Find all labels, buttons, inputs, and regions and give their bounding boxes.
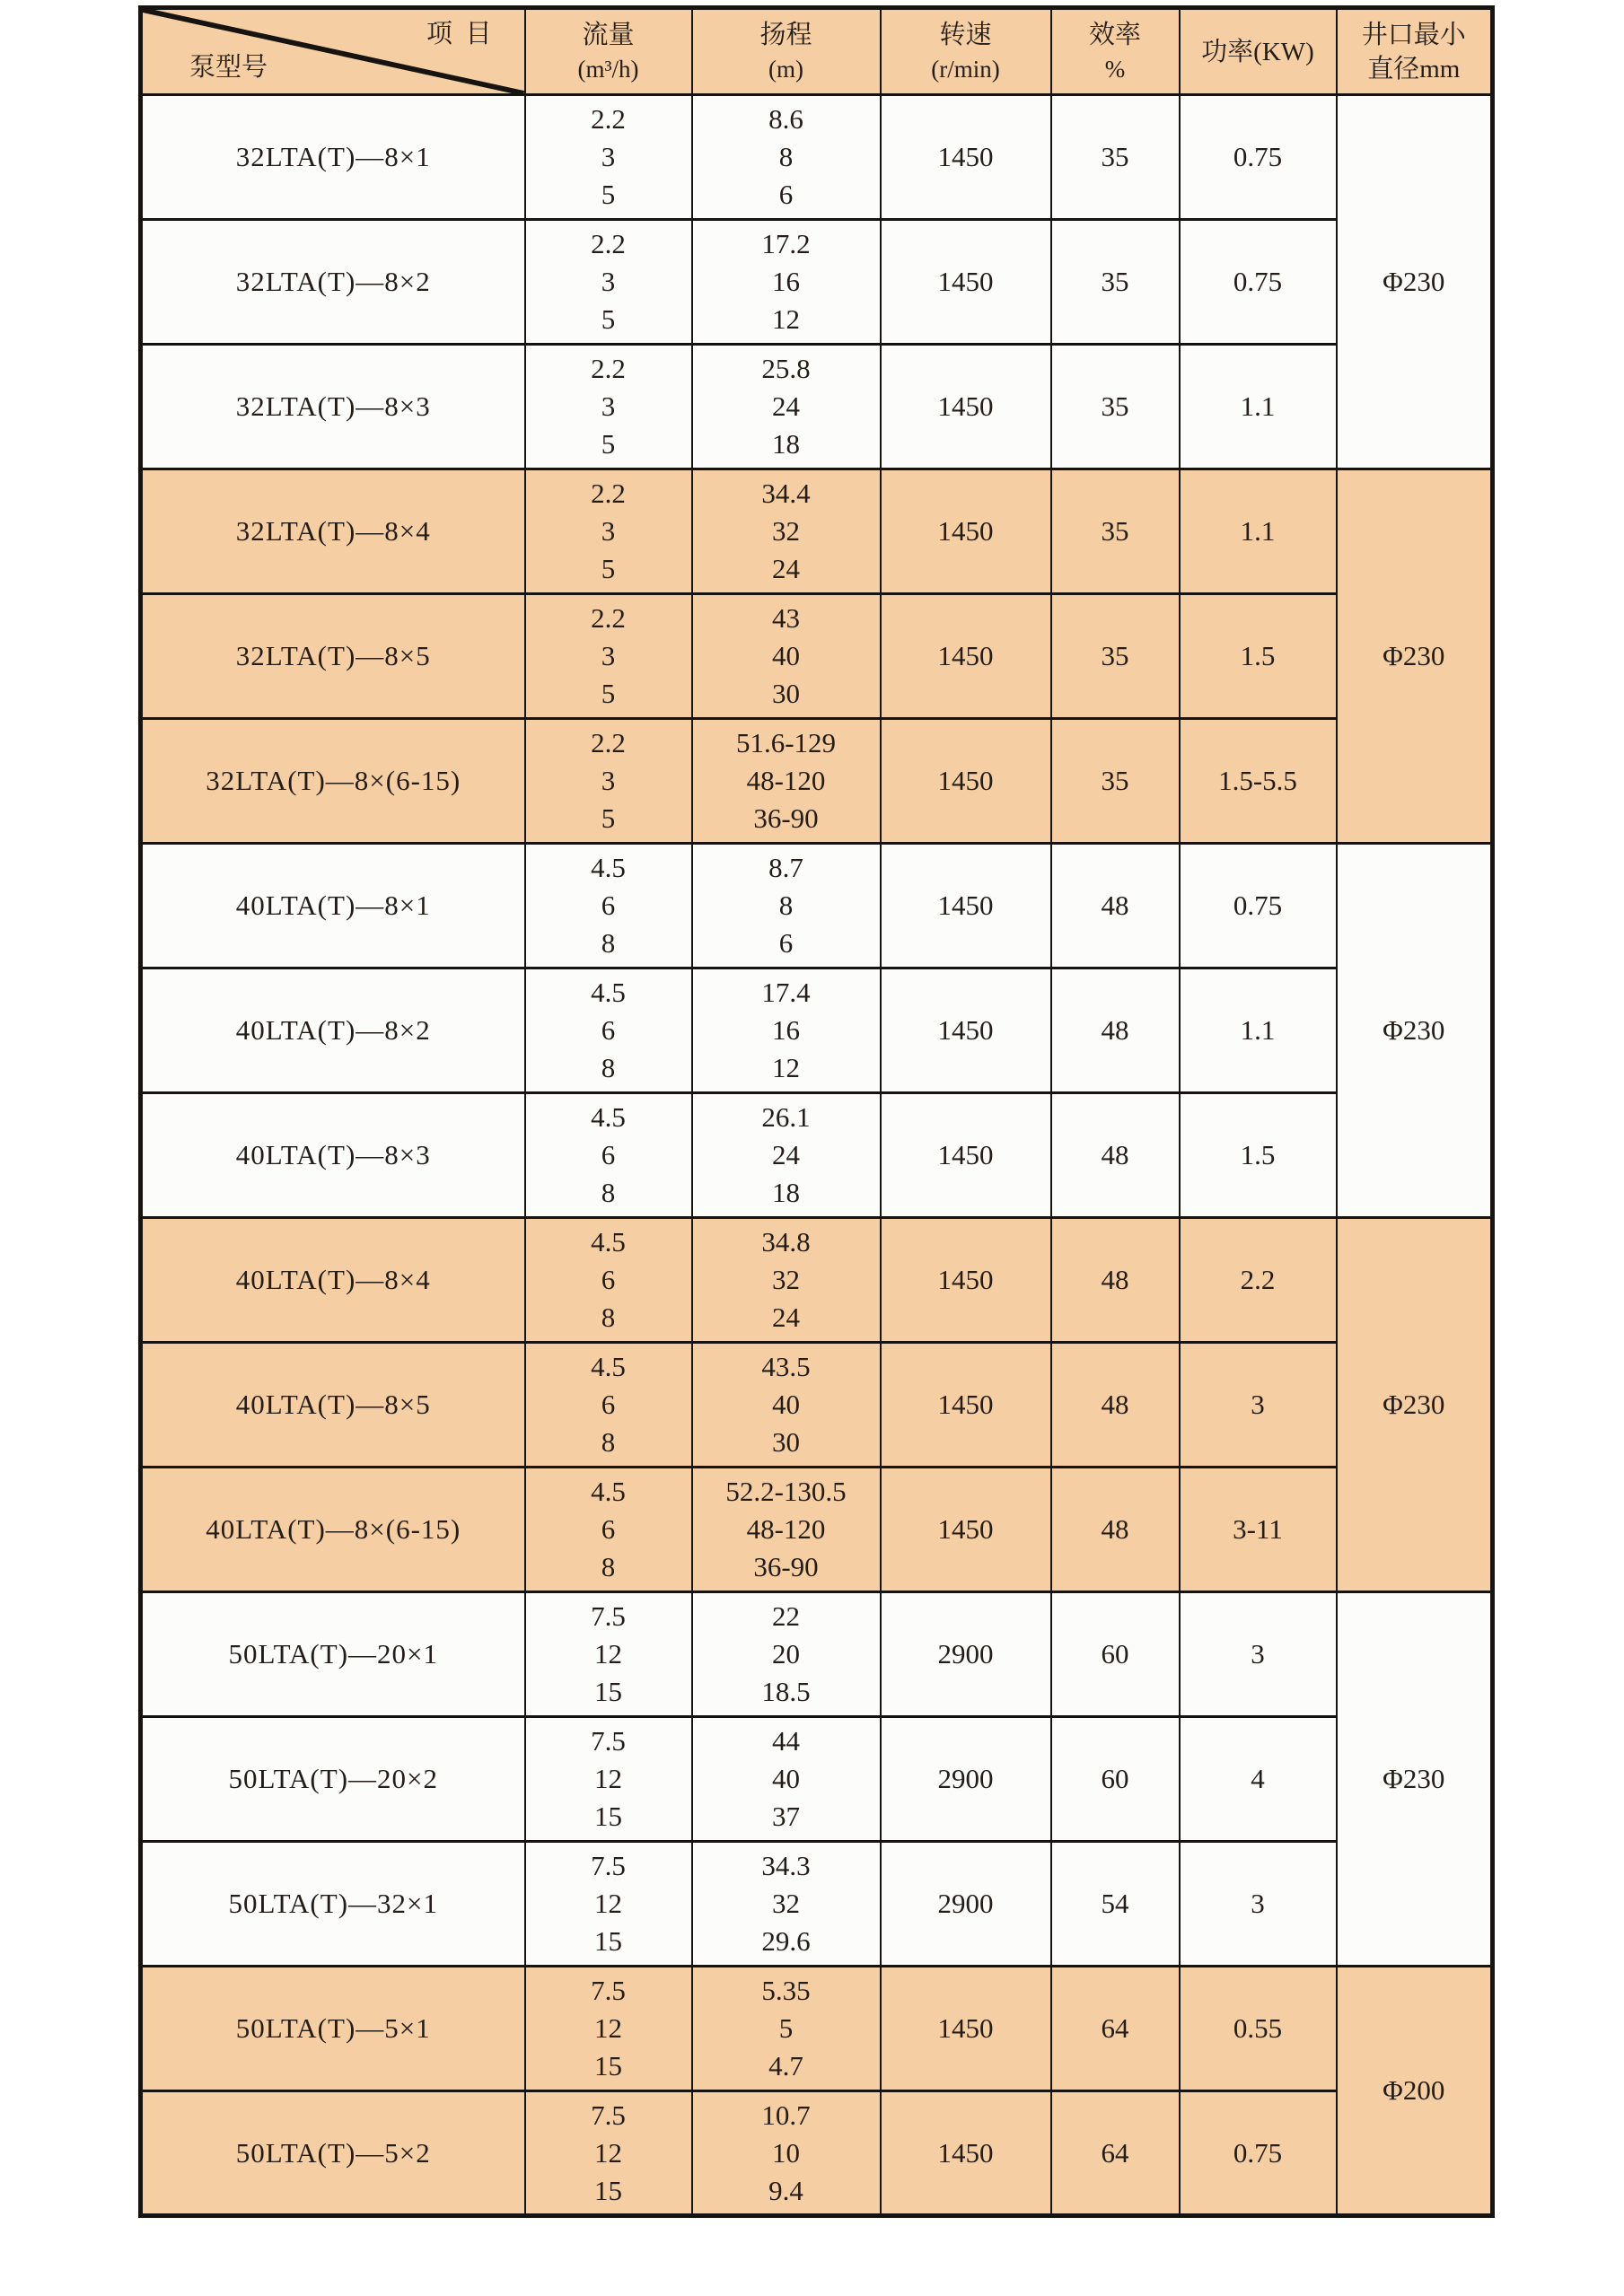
pump-model-cell: 40LTA(T)—8×5 bbox=[141, 1343, 525, 1468]
header-speed-label: 转速 bbox=[939, 20, 992, 49]
pump-model-cell: 40LTA(T)—8×1 bbox=[141, 844, 525, 968]
efficiency-value-cell: 54 bbox=[1051, 1842, 1180, 1967]
power-value-cell: 1.1 bbox=[1180, 968, 1337, 1093]
header-flow-label: 流量 bbox=[582, 20, 635, 49]
power-value-cell: 0.75 bbox=[1180, 844, 1337, 968]
power-value-cell: 3 bbox=[1180, 1592, 1337, 1717]
speed-value-cell: 1450 bbox=[881, 1967, 1051, 2091]
flow-values-cell: 2.2 3 5 bbox=[525, 469, 692, 594]
pump-model-cell: 50LTA(T)—20×1 bbox=[141, 1592, 525, 1717]
power-value-cell: 2.2 bbox=[1180, 1218, 1337, 1343]
power-value-cell: 1.1 bbox=[1180, 469, 1337, 594]
header-head-label: 扬程 bbox=[759, 20, 812, 49]
pump-model-cell: 32LTA(T)—8×(6-15) bbox=[141, 719, 525, 844]
table-row bbox=[141, 2091, 1493, 2216]
speed-value-cell: 1450 bbox=[881, 2091, 1051, 2216]
speed-value-cell: 1450 bbox=[881, 844, 1051, 968]
head-values-cell: 10.7 10 9.4 bbox=[692, 2091, 881, 2216]
table-row bbox=[141, 1967, 1493, 2091]
flow-values-cell: 2.2 3 5 bbox=[525, 345, 692, 469]
head-values-cell: 44 40 37 bbox=[692, 1717, 881, 1842]
flow-values-cell: 2.2 3 5 bbox=[525, 719, 692, 844]
power-value-cell: 0.75 bbox=[1180, 220, 1337, 345]
efficiency-value-cell: 48 bbox=[1051, 1093, 1180, 1218]
flow-values-cell: 7.5 12 15 bbox=[525, 1717, 692, 1842]
pump-model-cell: 32LTA(T)—8×4 bbox=[141, 469, 525, 594]
pump-model-cell: 32LTA(T)—8×2 bbox=[141, 220, 525, 345]
flow-values-cell: 4.5 6 8 bbox=[525, 1218, 692, 1343]
header-efficiency-unit: % bbox=[1104, 55, 1126, 83]
table-row bbox=[141, 1717, 1493, 1842]
efficiency-value-cell: 48 bbox=[1051, 1218, 1180, 1343]
power-value-cell: 3 bbox=[1180, 1842, 1337, 1967]
speed-value-cell: 1450 bbox=[881, 1218, 1051, 1343]
flow-values-cell: 4.5 6 8 bbox=[525, 1468, 692, 1592]
efficiency-value-cell: 60 bbox=[1051, 1717, 1180, 1842]
pump-model-cell: 50LTA(T)—5×1 bbox=[141, 1967, 525, 2091]
pump-model-cell: 32LTA(T)—8×1 bbox=[141, 95, 525, 220]
speed-value-cell: 1450 bbox=[881, 95, 1051, 220]
wellhead-diameter-cell: Φ200 bbox=[1337, 1967, 1493, 2216]
flow-values-cell: 4.5 6 8 bbox=[525, 1093, 692, 1218]
flow-values-cell: 7.5 12 15 bbox=[525, 1592, 692, 1717]
flow-values-cell: 4.5 6 8 bbox=[525, 1343, 692, 1468]
flow-values-cell: 7.5 12 15 bbox=[525, 1842, 692, 1967]
head-values-cell: 34.8 32 24 bbox=[692, 1218, 881, 1343]
power-value-cell: 3-11 bbox=[1180, 1468, 1337, 1592]
table-row bbox=[141, 1218, 1493, 1343]
flow-values-cell: 7.5 12 15 bbox=[525, 1967, 692, 2091]
pump-model-cell: 50LTA(T)—20×2 bbox=[141, 1717, 525, 1842]
efficiency-value-cell: 48 bbox=[1051, 844, 1180, 968]
head-values-cell: 34.3 32 29.6 bbox=[692, 1842, 881, 1967]
pump-model-cell: 50LTA(T)—5×2 bbox=[141, 2091, 525, 2216]
head-values-cell: 8.6 8 6 bbox=[692, 95, 881, 220]
power-value-cell: 1.5 bbox=[1180, 594, 1337, 719]
header-diameter-label-1: 井口最小 bbox=[1361, 20, 1466, 49]
power-value-cell: 1.1 bbox=[1180, 345, 1337, 469]
flow-values-cell: 4.5 6 8 bbox=[525, 844, 692, 968]
efficiency-value-cell: 64 bbox=[1051, 1967, 1180, 2091]
head-values-cell: 52.2-130.5 48-120 36-90 bbox=[692, 1468, 881, 1592]
header-speed-unit: (r/min) bbox=[931, 55, 1000, 83]
table-row bbox=[141, 95, 1493, 220]
table-row bbox=[141, 220, 1493, 345]
header-cell-power bbox=[1180, 8, 1337, 95]
header-model-label: 泵型号 bbox=[189, 53, 268, 82]
table-row bbox=[141, 1842, 1493, 1967]
head-values-cell: 8.7 8 6 bbox=[692, 844, 881, 968]
header-flow-unit: (m³/h) bbox=[577, 55, 639, 83]
header-row bbox=[141, 8, 1493, 95]
speed-value-cell: 1450 bbox=[881, 469, 1051, 594]
table-row bbox=[141, 1093, 1493, 1218]
speed-value-cell: 1450 bbox=[881, 1468, 1051, 1592]
pump-model-cell: 50LTA(T)—32×1 bbox=[141, 1842, 525, 1967]
head-values-cell: 34.4 32 24 bbox=[692, 469, 881, 594]
flow-values-cell: 2.2 3 5 bbox=[525, 220, 692, 345]
speed-value-cell: 1450 bbox=[881, 594, 1051, 719]
speed-value-cell: 2900 bbox=[881, 1842, 1051, 1967]
power-value-cell: 0.75 bbox=[1180, 95, 1337, 220]
speed-value-cell: 1450 bbox=[881, 345, 1051, 469]
efficiency-value-cell: 48 bbox=[1051, 968, 1180, 1093]
head-values-cell: 26.1 24 18 bbox=[692, 1093, 881, 1218]
flow-values-cell: 4.5 6 8 bbox=[525, 968, 692, 1093]
efficiency-value-cell: 35 bbox=[1051, 220, 1180, 345]
header-cell-speed bbox=[881, 8, 1051, 95]
header-item-label: 项 目 bbox=[426, 20, 492, 48]
power-value-cell: 0.75 bbox=[1180, 2091, 1337, 2216]
table-row bbox=[141, 968, 1493, 1093]
efficiency-value-cell: 35 bbox=[1051, 345, 1180, 469]
head-values-cell: 43 40 30 bbox=[692, 594, 881, 719]
pump-model-cell: 40LTA(T)—8×3 bbox=[141, 1093, 525, 1218]
efficiency-value-cell: 60 bbox=[1051, 1592, 1180, 1717]
head-values-cell: 5.35 5 4.7 bbox=[692, 1967, 881, 2091]
power-value-cell: 1.5 bbox=[1180, 1093, 1337, 1218]
efficiency-value-cell: 35 bbox=[1051, 95, 1180, 220]
head-values-cell: 43.5 40 30 bbox=[692, 1343, 881, 1468]
speed-value-cell: 1450 bbox=[881, 220, 1051, 345]
table-row bbox=[141, 594, 1493, 719]
power-value-cell: 4 bbox=[1180, 1717, 1337, 1842]
power-value-cell: 0.55 bbox=[1180, 1967, 1337, 2091]
header-power-label: 功率(KW) bbox=[1201, 37, 1314, 66]
pump-model-cell: 40LTA(T)—8×(6-15) bbox=[141, 1468, 525, 1592]
pump-model-cell: 40LTA(T)—8×4 bbox=[141, 1218, 525, 1343]
header-cell-head bbox=[692, 8, 881, 95]
table-row bbox=[141, 1592, 1493, 1717]
pump-model-cell: 40LTA(T)—8×2 bbox=[141, 968, 525, 1093]
wellhead-diameter-cell: Φ230 bbox=[1337, 95, 1493, 469]
pump-model-cell: 32LTA(T)—8×5 bbox=[141, 594, 525, 719]
speed-value-cell: 2900 bbox=[881, 1592, 1051, 1717]
header-cell-item-model bbox=[141, 8, 525, 95]
efficiency-value-cell: 35 bbox=[1051, 594, 1180, 719]
table-row bbox=[141, 719, 1493, 844]
speed-value-cell: 2900 bbox=[881, 1717, 1051, 1842]
speed-value-cell: 1450 bbox=[881, 1343, 1051, 1468]
pump-model-cell: 32LTA(T)—8×3 bbox=[141, 345, 525, 469]
header-efficiency-label: 效率 bbox=[1088, 20, 1141, 49]
wellhead-diameter-cell: Φ230 bbox=[1337, 469, 1493, 844]
header-cell-efficiency bbox=[1051, 8, 1180, 95]
efficiency-value-cell: 64 bbox=[1051, 2091, 1180, 2216]
flow-values-cell: 7.5 12 15 bbox=[525, 2091, 692, 2216]
power-value-cell: 1.5-5.5 bbox=[1180, 719, 1337, 844]
pump-spec-table bbox=[138, 5, 1495, 2218]
header-head-unit: (m) bbox=[768, 55, 803, 83]
speed-value-cell: 1450 bbox=[881, 968, 1051, 1093]
efficiency-value-cell: 48 bbox=[1051, 1343, 1180, 1468]
speed-value-cell: 1450 bbox=[881, 719, 1051, 844]
efficiency-value-cell: 35 bbox=[1051, 719, 1180, 844]
table-row bbox=[141, 1468, 1493, 1592]
head-values-cell: 17.4 16 12 bbox=[692, 968, 881, 1093]
wellhead-diameter-cell: Φ230 bbox=[1337, 1592, 1493, 1967]
header-cell-diameter bbox=[1337, 8, 1493, 95]
wellhead-diameter-cell: Φ230 bbox=[1337, 1218, 1493, 1592]
speed-value-cell: 1450 bbox=[881, 1093, 1051, 1218]
wellhead-diameter-cell: Φ230 bbox=[1337, 844, 1493, 1218]
flow-values-cell: 2.2 3 5 bbox=[525, 594, 692, 719]
pump-spec-table-wrap bbox=[138, 5, 1495, 2218]
header-diameter-label-2: 直径mm bbox=[1367, 54, 1461, 83]
efficiency-value-cell: 48 bbox=[1051, 1468, 1180, 1592]
head-values-cell: 22 20 18.5 bbox=[692, 1592, 881, 1717]
head-values-cell: 17.2 16 12 bbox=[692, 220, 881, 345]
flow-values-cell: 2.2 3 5 bbox=[525, 95, 692, 220]
table-row bbox=[141, 345, 1493, 469]
head-values-cell: 25.8 24 18 bbox=[692, 345, 881, 469]
efficiency-value-cell: 35 bbox=[1051, 469, 1180, 594]
head-values-cell: 51.6-129 48-120 36-90 bbox=[692, 719, 881, 844]
table-row bbox=[141, 469, 1493, 594]
table-row bbox=[141, 844, 1493, 968]
table-row bbox=[141, 1343, 1493, 1468]
header-cell-flow bbox=[525, 8, 692, 95]
power-value-cell: 3 bbox=[1180, 1343, 1337, 1468]
